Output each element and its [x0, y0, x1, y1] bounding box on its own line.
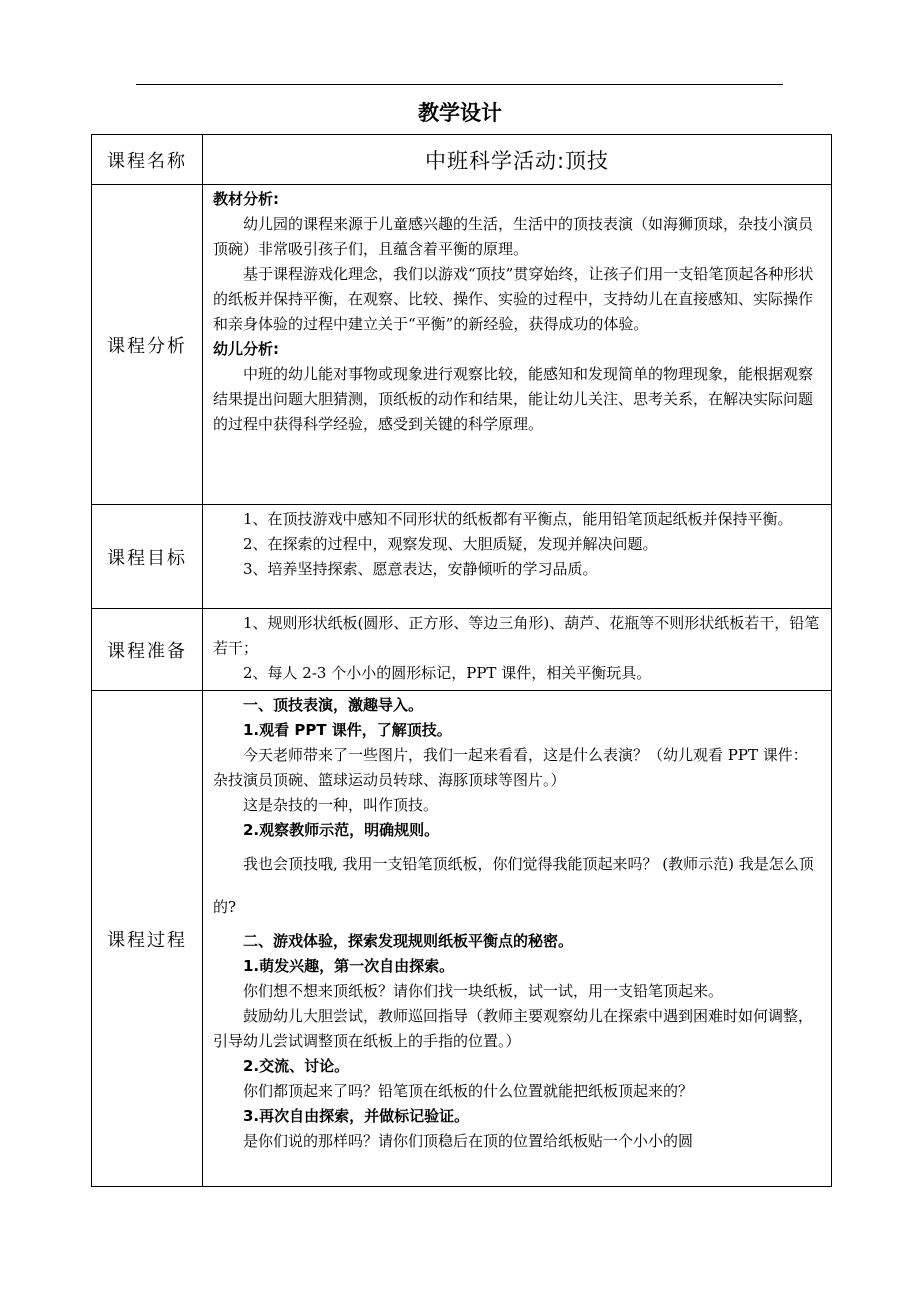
row-course-process	[92, 691, 832, 1187]
child-analysis-paragraph: 中班的幼儿能对事物或现象进行观察比较，能感知和发现简单的物理现象，能根据观察结果提出问题大胆猜测，顶纸板的动作和结果，能让幼儿关注、思考关系，在解决实际问题的过程中获得科学经验，感受到关键的科学原理。	[213, 365, 814, 433]
step-heading: 1.萌发兴趣，第一次自由探索。	[243, 957, 455, 975]
step-text: 你们都顶起来了吗？铅笔顶在纸板的什么位置就能把纸板顶起来的？	[243, 1082, 694, 1100]
prep-item: 2、每人 2-3 个小小的圆形标记，PPT 课件，相关平衡玩具。	[243, 664, 652, 682]
section-heading: 二、游戏体验，探索发现规则纸板平衡点的秘密。	[243, 932, 574, 950]
course-analysis-label: 课程分析	[92, 185, 203, 505]
row-course-prep	[92, 609, 832, 691]
document-title: 教学设计	[418, 101, 502, 125]
step-text: 这是杂技的一种，叫作顶技。	[243, 796, 439, 814]
step-text: 鼓励幼儿大胆尝试，教师巡回指导（教师主要观察幼儿在探索中遇到困难时如何调整，引导幼儿尝试调整顶在纸板上的手指的位置。）	[213, 1007, 814, 1050]
course-name-value: 中班科学活动:顶技	[203, 135, 832, 185]
row-course-name	[92, 135, 832, 185]
goal-item: 2、在探索的过程中，观察发现、大胆质疑，发现并解决问题。	[243, 535, 658, 553]
section-heading: 一、顶技表演，激趣导入。	[243, 696, 424, 714]
material-analysis-paragraph: 幼儿园的课程来源于儿童感兴趣的生活，生活中的顶技表演（如海狮顶球，杂技小演员顶碗）非常吸引孩子们，且蕴含着平衡的原理。	[213, 215, 814, 258]
course-goals-content	[203, 505, 832, 609]
course-name-label: 课程名称	[92, 135, 203, 185]
lesson-design-table	[91, 134, 832, 1187]
step-text: 我也会顶技哦, 我用一支铅笔顶纸板，你们觉得我能顶起来吗？ (教师示范) 我是怎么顶的?	[213, 855, 814, 916]
goal-item: 3、培养坚持探索、愿意表达，安静倾听的学习品质。	[243, 560, 598, 578]
course-process-content	[203, 691, 832, 1187]
material-analysis-heading: 教材分析:	[213, 190, 279, 208]
goal-item: 1、在顶技游戏中感知不同形状的纸板都有平衡点，能用铅笔顶起纸板并保持平衡。	[243, 510, 793, 528]
step-text: 今天老师带来了一些图片，我们一起来看看，这是什么表演？（幼儿观看 PPT 课件：杂技演员顶碗、篮球运动员转球、海豚顶球等图片。）	[213, 746, 808, 789]
child-analysis-heading: 幼儿分析:	[213, 340, 279, 358]
step-heading: 2.交流、讨论。	[243, 1057, 350, 1075]
step-text: 是你们说的那样吗？请你们顶稳后在顶的位置给纸板贴一个小小的圆	[243, 1132, 694, 1150]
header-rule	[136, 84, 783, 85]
step-heading: 2.观察教师示范，明确规则。	[243, 821, 440, 839]
course-prep-content	[203, 609, 832, 691]
step-heading: 3.再次自由探索，并做标记验证。	[243, 1107, 470, 1125]
course-analysis-content	[203, 185, 832, 505]
prep-item: 1、规则形状纸板(圆形、正方形、等边三角形)、葫芦、花瓶等不则形状纸板若干，铅笔若干；	[213, 614, 820, 657]
step-text: 你们想不想来顶纸板？请你们找一块纸板，试一试，用一支铅笔顶起来。	[243, 982, 724, 1000]
course-process-label: 课程过程	[92, 691, 203, 1187]
material-analysis-paragraph: 基于课程游戏化理念，我们以游戏“顶技”贯穿始终，让孩子们用一支铅笔顶起各种形状的纸板并保持平衡，在观察、比较、操作、实验的过程中，支持幼儿在直接感知、实际操作和亲身体验的过程中建立关于“平衡”的新经验，获得成功的体验。	[213, 265, 814, 333]
course-goals-label: 课程目标	[92, 505, 203, 609]
row-course-goals	[92, 505, 832, 609]
row-course-analysis	[92, 185, 832, 505]
step-heading: 1.观看 PPT 课件，了解顶技。	[243, 721, 452, 739]
course-prep-label: 课程准备	[92, 609, 203, 691]
